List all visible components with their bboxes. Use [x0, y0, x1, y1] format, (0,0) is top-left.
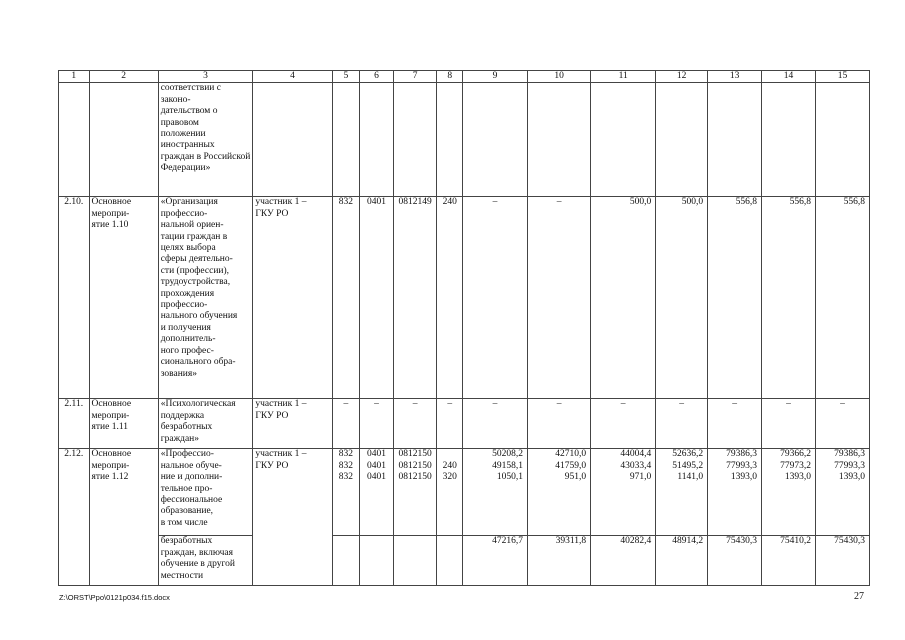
value-cell: 48914,2: [656, 536, 708, 586]
activity-description: «Психологическая поддержка безработных граждан»: [158, 399, 253, 449]
executor: участник 1 – ГКУ РО: [253, 197, 332, 399]
vr-code: 240: [437, 197, 462, 399]
csr-code: 0812149: [393, 197, 437, 399]
header-cell: 5: [332, 71, 359, 83]
program-table: [58, 70, 870, 586]
table-row-continuation: [59, 83, 870, 197]
value-cell: –: [360, 399, 394, 449]
row-number: 2.12.: [59, 449, 90, 586]
header-cell: 3: [158, 71, 253, 83]
header-cell: 10: [528, 71, 591, 83]
value-cell: 556,8: [708, 197, 762, 399]
value-cell: –: [528, 399, 591, 449]
header-cell: 8: [437, 71, 462, 83]
activity-name: Основное меропри- ятие 1.11: [89, 399, 158, 449]
activity-description: «Профессио- нальное обуче- ние и дополни- тельное про- фессиональное образование, в том числе: [158, 449, 253, 536]
value-cell: 52636,2 51495,2 1141,0: [656, 449, 708, 536]
value-cell: –: [815, 399, 869, 449]
executor: участник 1 – ГКУ РО: [253, 399, 332, 449]
table-header: [59, 71, 870, 83]
header-cell: 15: [815, 71, 869, 83]
grbs-code: 832: [332, 197, 359, 399]
value-cell: 75430,3: [708, 536, 762, 586]
header-cell: 14: [762, 71, 816, 83]
value-cell: 50208,2 49158,1 1050,1: [462, 449, 527, 536]
value-cell: –: [437, 399, 462, 449]
value-cell: 556,8: [815, 197, 869, 399]
value-cell: –: [393, 399, 437, 449]
value-cell: –: [462, 399, 527, 449]
row-number: 2.11.: [59, 399, 90, 449]
value-cell: 75410,2: [762, 536, 816, 586]
header-cell: 12: [656, 71, 708, 83]
csr-code: 0812150 0812150 0812150: [393, 449, 437, 536]
header-cell: 13: [708, 71, 762, 83]
value-cell: 556,8: [762, 197, 816, 399]
value-cell: 79386,3 77993,3 1393,0: [708, 449, 762, 536]
rzpr-code: 0401: [360, 197, 394, 399]
vr-code: 240 320: [437, 449, 462, 536]
value-cell: –: [656, 399, 708, 449]
activity-description: «Организация профессио- нальной ориен- тации граждан в целях выбора сферы деятельно- сти (профессии), трудоустройства, прохождения профессио- нального обучения и получения дополнитель- ного профес- сионального обра- зования»: [158, 197, 253, 399]
value-cell: 500,0: [656, 197, 708, 399]
page-number: 27: [854, 591, 864, 602]
value-cell: 39311,8: [528, 536, 591, 586]
value-cell: 42710,0 41759,0 951,0: [528, 449, 591, 536]
value-cell: 47216,7: [462, 536, 527, 586]
activity-description-cont: безработных граждан, включая обучение в другой местности: [158, 536, 253, 586]
value-cell: –: [462, 197, 527, 399]
table-row-2-10: [59, 197, 870, 399]
header-cell: 4: [253, 71, 332, 83]
value-cell: –: [708, 399, 762, 449]
value-cell: 79366,2 77973,2 1393,0: [762, 449, 816, 536]
value-cell: 44004,4 43033,4 971,0: [591, 449, 656, 536]
value-cell: 40282,4: [591, 536, 656, 586]
executor: участник 1 – ГКУ РО: [253, 449, 332, 586]
continuation-text: соответствии с законо- дательством о правовом положении иностранных граждан в Российской Федерации»: [158, 83, 253, 197]
table-row-2-12-sub: [59, 536, 870, 586]
activity-name: Основное меропри- ятие 1.10: [89, 197, 158, 399]
header-cell: 11: [591, 71, 656, 83]
header-cell: 7: [393, 71, 437, 83]
header-cell: 2: [89, 71, 158, 83]
file-path: Z:\ORST\Ppo\0121p034.f15.docx: [59, 593, 170, 602]
activity-name: Основное меропри- ятие 1.12: [89, 449, 158, 586]
table-row-2-11: [59, 399, 870, 449]
header-cell: 1: [59, 71, 90, 83]
table-row-2-12: [59, 449, 870, 536]
value-cell: –: [528, 197, 591, 399]
value-cell: 79386,3 77993,3 1393,0: [815, 449, 869, 536]
value-cell: –: [332, 399, 359, 449]
rzpr-code: 0401 0401 0401: [360, 449, 394, 536]
header-cell: 9: [462, 71, 527, 83]
header-cell: 6: [360, 71, 394, 83]
value-cell: 500,0: [591, 197, 656, 399]
row-number: 2.10.: [59, 197, 90, 399]
grbs-code: 832 832 832: [332, 449, 359, 536]
value-cell: 75430,3: [815, 536, 869, 586]
value-cell: –: [762, 399, 816, 449]
value-cell: –: [591, 399, 656, 449]
